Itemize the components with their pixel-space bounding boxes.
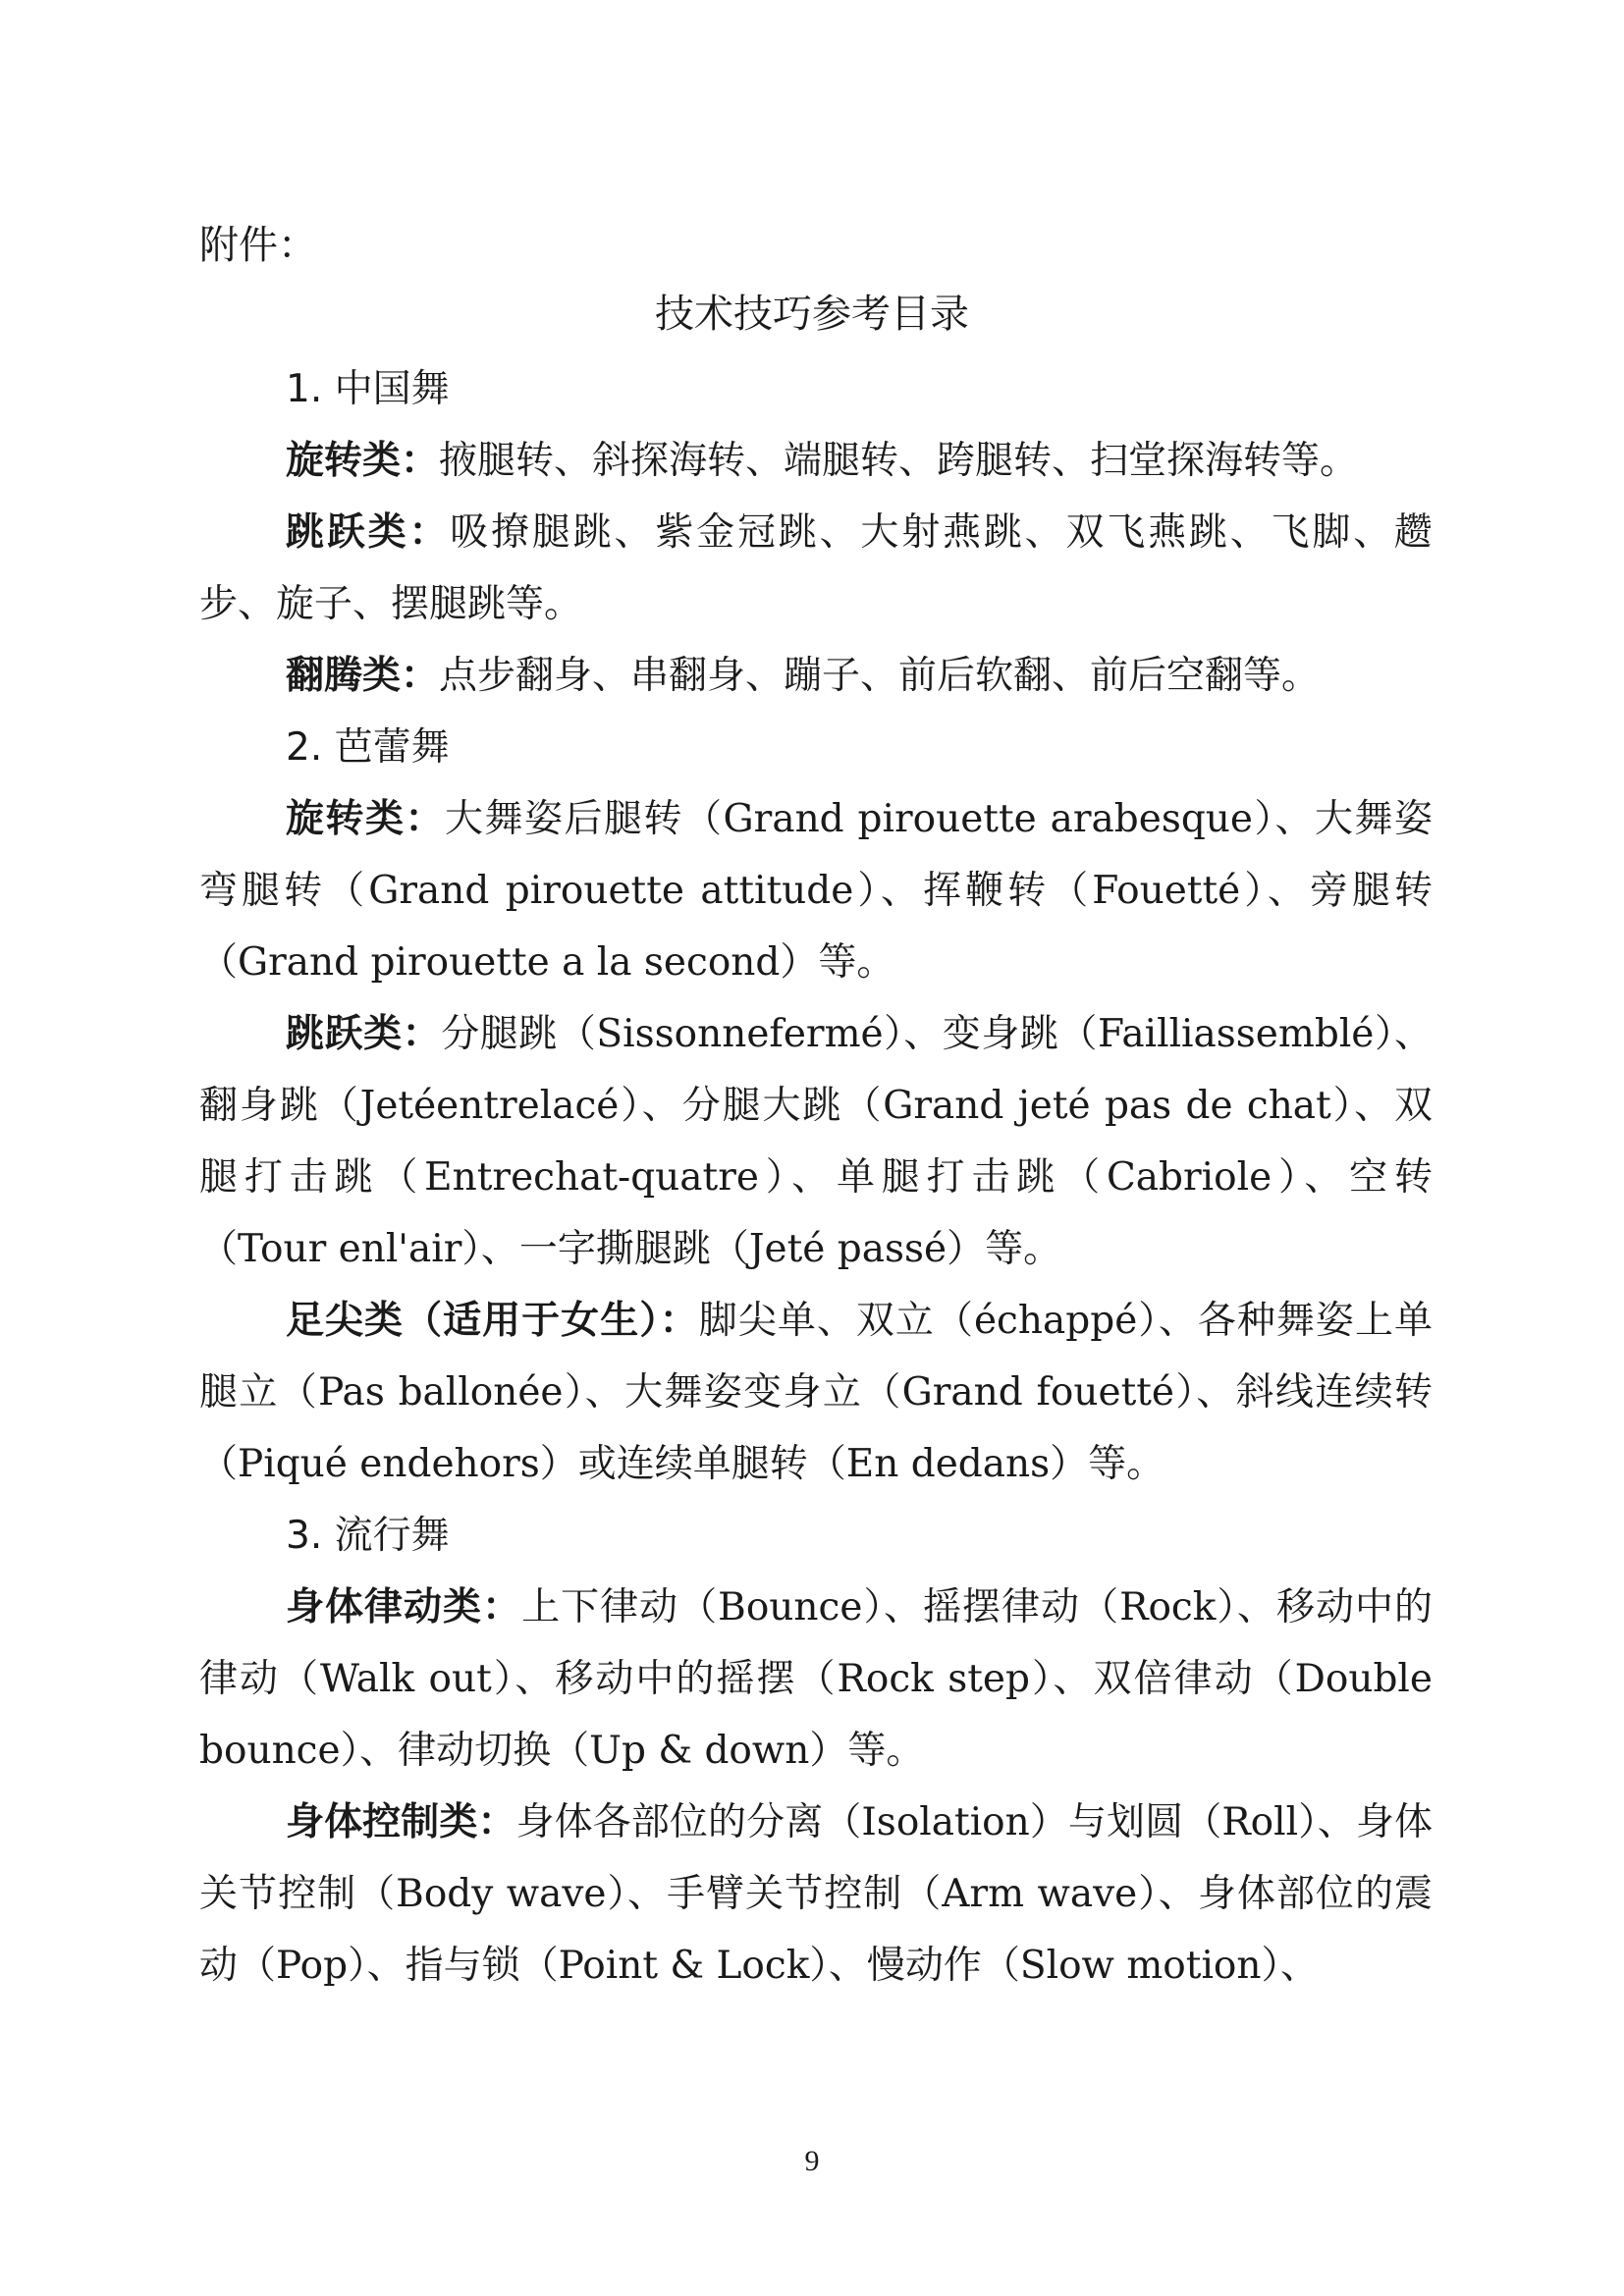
section-heading: 1. 中国舞 (286, 367, 450, 411)
category-label: 身体控制类： (286, 1799, 516, 1844)
paragraph (199, 783, 1433, 998)
paragraph-text: 点步翻身、串翻身、蹦子、前后软翻、前后空翻等。 (439, 654, 1321, 698)
document-body (199, 353, 1433, 2002)
category-label: 跳跃类： (286, 1011, 442, 1056)
paragraph (199, 425, 1433, 497)
paragraph (199, 497, 1433, 640)
paragraph (199, 1787, 1433, 2002)
paragraph (199, 998, 1433, 1285)
category-label: 身体律动类： (286, 1584, 522, 1629)
paragraph-text: 身体各部位的分离（Isolation）与划圆（Roll）、身体关节控制（Body wave）、手臂关节控制（Arm wave）、身体部位的震动（Pop）、指与锁（Point & Lock）、慢动作（Slow motion）、 (199, 1800, 1433, 1988)
paragraph-text: 掖腿转、斜探海转、端腿转、跨腿转、扫堂探海转等。 (439, 439, 1359, 483)
category-label: 旋转类： (286, 796, 446, 841)
paragraph-text: 脚尖单、双立（échappé）、各种舞姿上单腿立（Pas ballonée）、大舞姿变身立（Grand fouetté）、斜线连续转（Piqué endehors）或连续单腿转（En dedans）等。 (199, 1299, 1433, 1486)
paragraph-text: 吸撩腿跳、紫金冠跳、大射燕跳、双飞燕跳、飞脚、趱步、旋子、摆腿跳等。 (199, 510, 1433, 626)
category-label: 跳跃类： (286, 509, 451, 555)
paragraph (199, 1572, 1433, 1787)
document-title: 技术技巧参考目录 (655, 292, 969, 337)
category-label: 足尖类（适用于女生）： (286, 1298, 699, 1343)
attachment-label: 附件： (199, 223, 317, 268)
paragraph (199, 640, 1433, 712)
category-label: 旋转类： (286, 438, 440, 483)
paragraph (199, 1285, 1433, 1500)
page-number: 9 (804, 2145, 820, 2177)
category-label: 翻腾类： (286, 653, 440, 698)
paragraph-text: 分腿跳（Sissonnefermé）、变身跳（Failliassemblé）、翻身跳（Jetéentrelacé）、分腿大跳（Grand jeté pas de chat）、双腿打击跳（Entrechat-quatre）、单腿打击跳（Cabriole）、空转（Tour enl'air）、一字撕腿跳（Jeté passé）等。 (199, 1012, 1433, 1271)
paragraph-text: 大舞姿后腿转（Grand pirouette arabesque）、大舞姿弯腿转（Grand pirouette attitude）、挥鞭转（Fouetté）、旁腿转（Grand pirouette a la second）等。 (199, 797, 1433, 985)
section-heading: 3. 流行舞 (286, 1514, 450, 1558)
section-heading: 2. 芭蕾舞 (286, 725, 450, 770)
paragraph-text: 上下律动（Bounce）、摇摆律动（Rock）、移动中的律动（Walk out）、移动中的摇摆（Rock step）、双倍律动（Double bounce）、律动切换（Up & down）等。 (199, 1585, 1433, 1773)
